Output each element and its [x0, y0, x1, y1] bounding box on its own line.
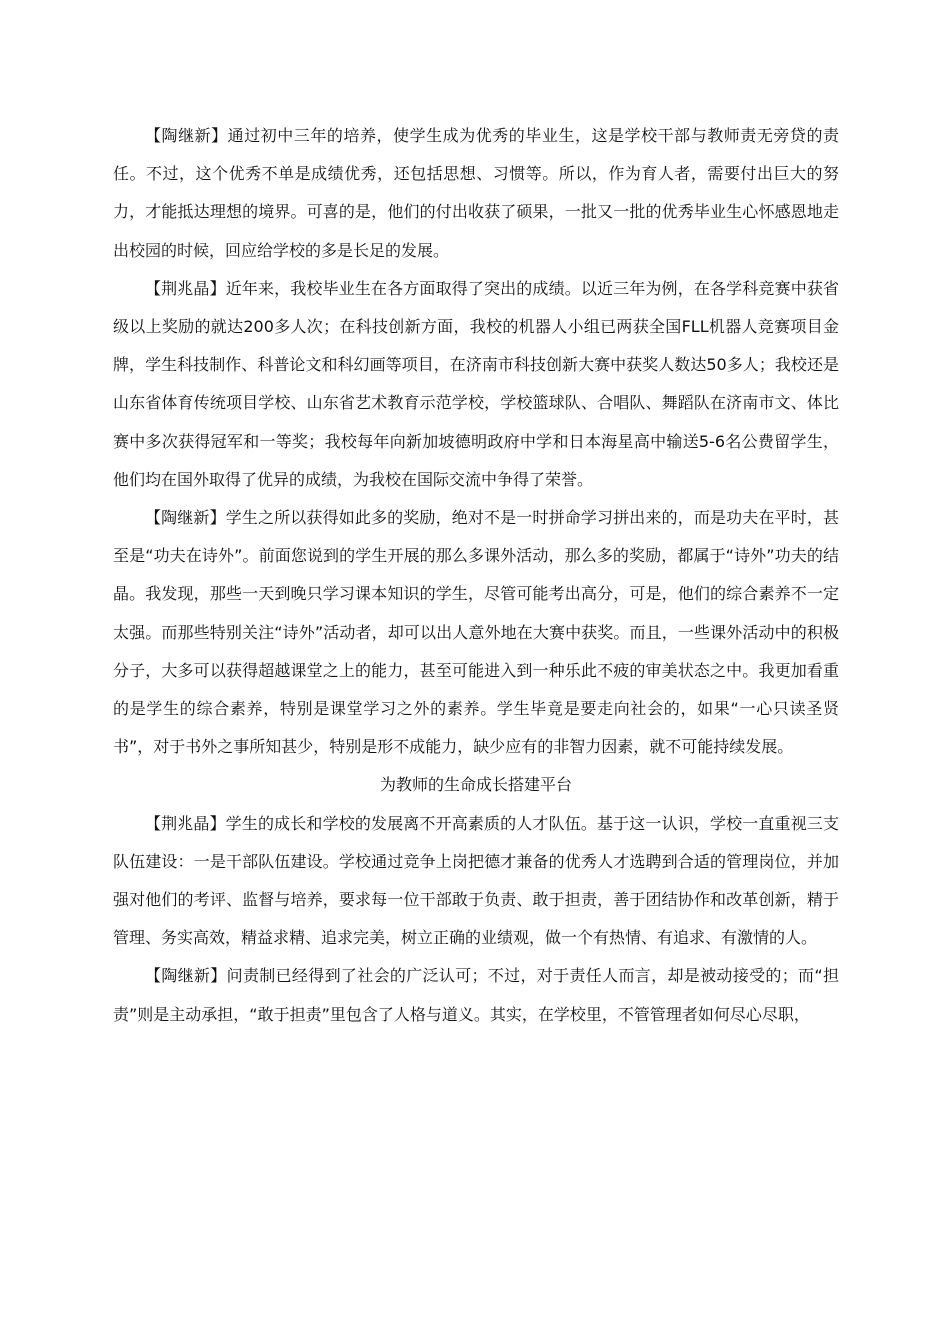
document-body	[113, 117, 839, 1034]
paragraph-tao-2: 【陶继新】学生之所以获得如此多的奖励，绝对不是一时拼命学习拼出来的，而是功夫在平时，甚至是“功夫在诗外”。前面您说到的学生开展的那么多课外活动，那么多的奖励，都属于“诗外”功夫的结晶。我发现，那些一天到晚只学习课本知识的学生，尽管可能考出高分，可是，他们的综合素养不一定太强。而那些特别关注“诗外”活动者，却可以出人意外地在大赛中获奖。而且，一些课外活动中的积极分子，大多可以获得超越课堂之上的能力，甚至可能进入到一种乐此不疲的审美状态之中。我更加看重的是学生的综合素养，特别是课堂学习之外的素养。学生毕竟是要走向社会的，如果“一心只读圣贤书”，对于书外之事所知甚少，特别是形不成能力，缺少应有的非智力因素，就不可能持续发展。	[113, 508, 839, 757]
paragraph-tao-3: 【陶继新】问责制已经得到了社会的广泛认可；不过，对于责任人而言，却是被动接受的；而“担责”则是主动承担，“敢于担责”里包含了人格与道义。其实，在学校里，不管管理者如何尽心尽职，	[113, 966, 839, 1024]
section-heading: 为教师的生命成长搭建平台	[379, 775, 572, 795]
paragraph-jing-2: 【荆兆晶】学生的成长和学校的发展离不开高素质的人才队伍。基于这一认识，学校一直重视三支队伍建设：一是干部队伍建设。学校通过竞争上岗把德才兼备的优秀人才选聘到合适的管理岗位，并加强对他们的考评、监督与培养，要求每一位干部敢于负责、敢于担责，善于团结协作和改革创新，精于管理、务实高效，精益求精、追求完美，树立正确的业绩观，做一个有热情、有追求、有激情的人。	[113, 813, 839, 948]
paragraph-tao-1: 【陶继新】通过初中三年的培养，使学生成为优秀的毕业生，这是学校干部与教师责无旁贷的责任。不过，这个优秀不单是成绩优秀，还包括思想、习惯等。所以，作为育人者，需要付出巨大的努力，才能抵达理想的境界。可喜的是，他们的付出收获了硕果，一批又一批的优秀毕业生心怀感恩地走出校园的时候，回应给学校的多是长足的发展。	[113, 126, 839, 260]
paragraph-jing-1: 【荆兆晶】近年来，我校毕业生在各方面取得了突出的成绩。以近三年为例，在各学科竞赛中获省级以上奖励的就达200多人次；在科技创新方面，我校的机器人小组已两获全国FLL机器人竞赛项目金牌，学生科技制作、科普论文和科幻画等项目，在济南市科技创新大赛中获奖人数达50多人；我校还是山东省体育传统项目学校、山东省艺术教育示范学校，学校篮球队、合唱队、舞蹈队在济南市文、体比赛中多次获得冠军和一等奖；我校每年向新加坡德明政府中学和日本海星高中输送5-6名公费留学生，他们均在国外取得了优异的成绩，为我校在国际交流中争得了荣誉。	[113, 278, 839, 489]
